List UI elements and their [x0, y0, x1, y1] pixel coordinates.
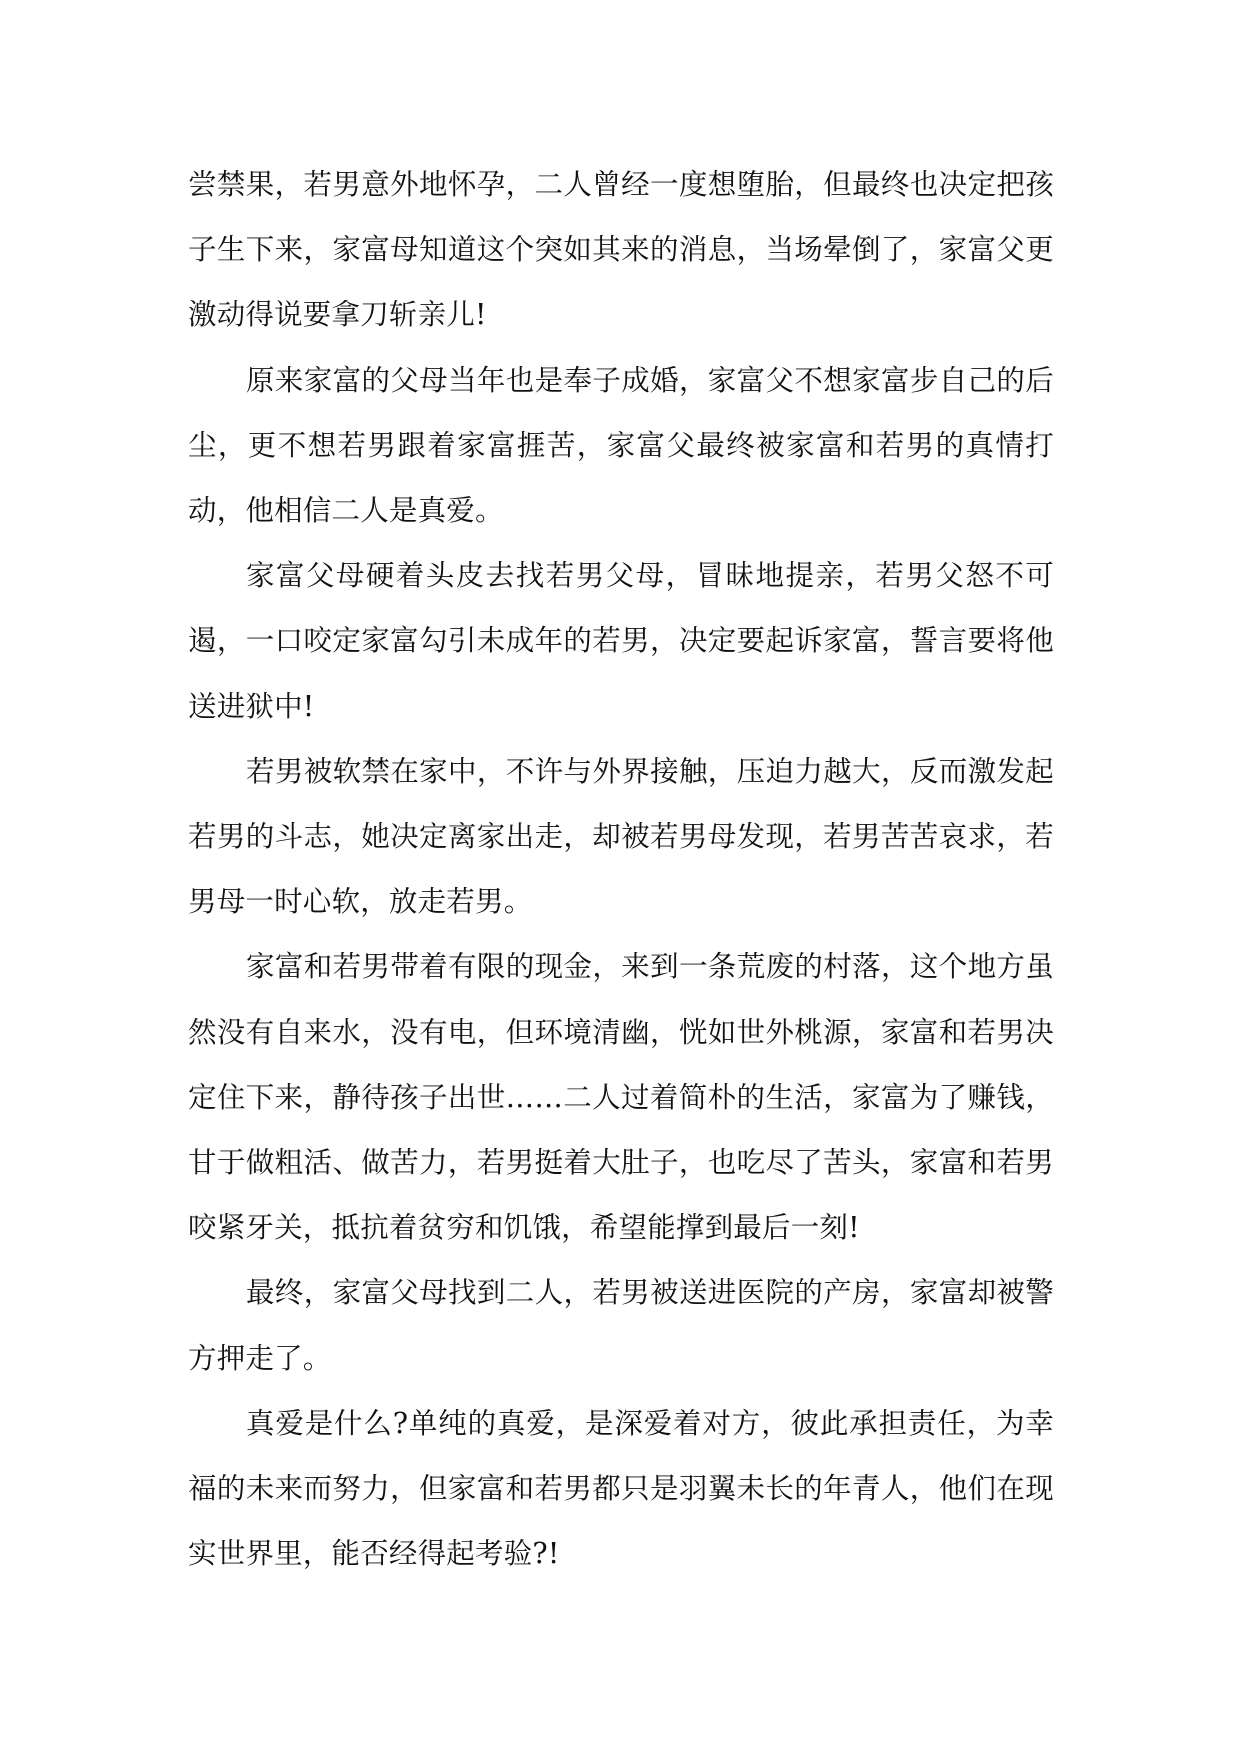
paragraph: 真爱是什么?单纯的真爱，是深爱着对方，彼此承担责任，为幸福的未来而努力，但家富和若男都只是羽翼未长的年青人，他们在现实世界里，能否经得起考验?!: [188, 1406, 1054, 1571]
document-body: [188, 152, 1054, 1586]
paragraph: 家富和若男带着有限的现金，来到一条荒废的村落，这个地方虽然没有自来水，没有电，但环境清幽，恍如世外桃源，家富和若男决定住下来，静待孩子出世……二人过着简朴的生活，家富为了赚钱，甘于做粗活、做苦力，若男挺着大肚子，也吃尽了苦头，家富和若男咬紧牙关，抵抗着贫穷和饥饿，希望能撑到最后一刻!: [188, 950, 1054, 1245]
paragraph: 原来家富的父母当年也是奉子成婚，家富父不想家富步自己的后尘，更不想若男跟着家富捱苦，家富父最终被家富和若男的真情打动，他相信二人是真爱。: [188, 363, 1054, 528]
paragraph: 家富父母硬着头皮去找若男父母，冒昧地提亲，若男父怒不可遏，一口咬定家富勾引未成年的若男，决定要起诉家富，誓言要将他送进狱中!: [188, 559, 1054, 723]
paragraph: 最终，家富父母找到二人，若男被送进医院的产房，家富却被警方押走了。: [188, 1276, 1054, 1375]
paragraph: 若男被软禁在家中，不许与外界接触，压迫力越大，反而激发起若男的斗志，她决定离家出走，却被若男母发现，若男苦苦哀求，若男母一时心软，放走若男。: [188, 754, 1054, 919]
paragraph: 尝禁果，若男意外地怀孕，二人曾经一度想堕胎，但最终也决定把孩子生下来，家富母知道这个突如其来的消息，当场晕倒了，家富父更激动得说要拿刀斩亲儿!: [188, 168, 1054, 332]
